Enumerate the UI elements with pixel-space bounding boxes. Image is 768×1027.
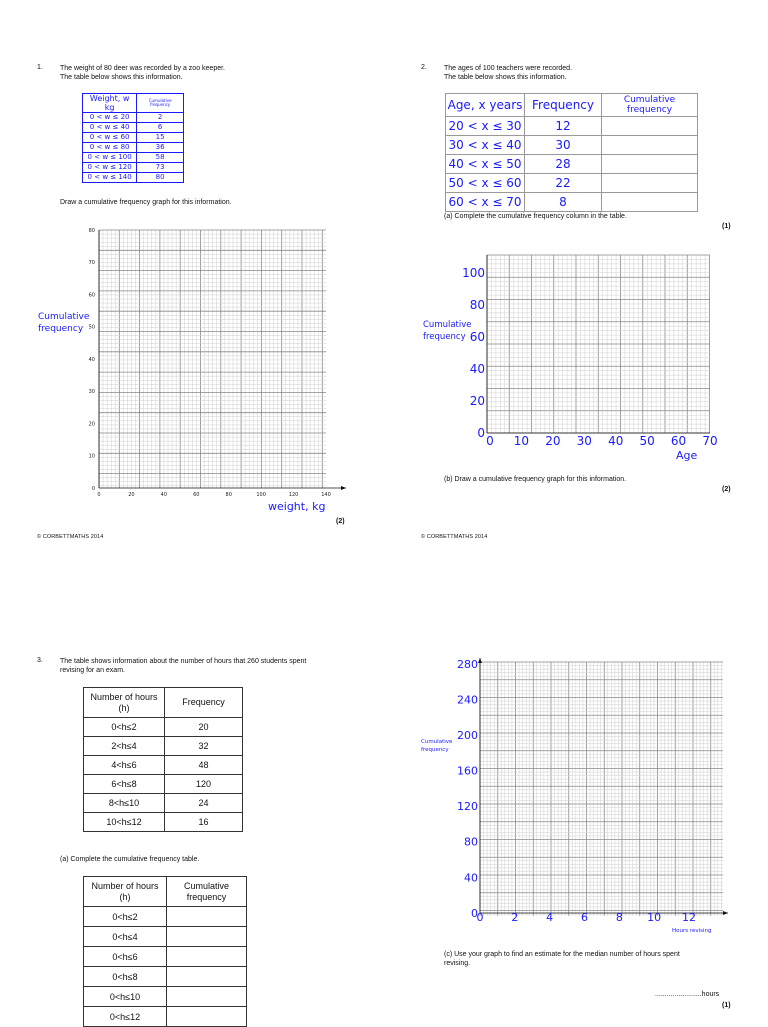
question-3-text-line2: revising for an exam. bbox=[60, 667, 125, 674]
q1-instruction: Draw a cumulative frequency graph for this information. bbox=[60, 199, 232, 206]
table-cell: 48 bbox=[165, 756, 243, 775]
x-tick-label: 12 bbox=[682, 911, 696, 924]
q3-frequency-table bbox=[83, 687, 243, 832]
question-2-number: 2. bbox=[421, 64, 427, 71]
table-cell: 22 bbox=[525, 174, 602, 193]
x-tick-label: 140 bbox=[321, 492, 331, 498]
x-tick-label: 0 bbox=[486, 434, 494, 448]
table-row bbox=[84, 987, 247, 1007]
table-cell: 36 bbox=[137, 143, 184, 153]
question-2-text-line1: The ages of 100 teachers were recorded. bbox=[444, 65, 573, 72]
q3-ylabel-line2: frequency bbox=[421, 747, 449, 753]
x-tick-label: 2 bbox=[511, 911, 519, 924]
cumfreq-input-cell[interactable] bbox=[602, 174, 698, 193]
table-row bbox=[83, 113, 184, 123]
table-cell: 0 < w ≤ 40 bbox=[83, 123, 137, 133]
q3-answer-line[interactable]: ........................hours bbox=[655, 991, 720, 998]
q1-table-header-cumfreq: Cumulative frequency bbox=[137, 94, 184, 113]
q1-x-arrow bbox=[341, 486, 346, 490]
question-1-text-line2: The table below shows this information. bbox=[60, 74, 183, 81]
table-cell: 16 bbox=[165, 813, 243, 832]
table-cell: 50 < x ≤ 60 bbox=[446, 174, 525, 193]
x-tick-label: 20 bbox=[545, 434, 561, 448]
table-row bbox=[446, 155, 698, 174]
table-cell: 20 bbox=[165, 718, 243, 737]
table-row bbox=[83, 143, 184, 153]
y-tick-label: 40 bbox=[88, 356, 95, 363]
y-tick-label: 0 bbox=[91, 485, 95, 492]
q3-part-c-line1: (c) Use your graph to find an estimate for the median number of hours spent bbox=[444, 951, 680, 958]
x-tick-label: 40 bbox=[608, 434, 624, 448]
cumfreq-input-cell[interactable] bbox=[167, 947, 247, 967]
question-1-text-line1: The weight of 80 deer was recorded by a zoo keeper. bbox=[60, 65, 225, 72]
table-row bbox=[83, 163, 184, 173]
table-row bbox=[84, 718, 243, 737]
cumfreq-input-cell[interactable] bbox=[602, 155, 698, 174]
table-cell: 40 < x ≤ 50 bbox=[446, 155, 525, 174]
q3-part-a: (a) Complete the cumulative frequency table. bbox=[60, 856, 200, 863]
x-tick-label: 0 bbox=[97, 492, 101, 498]
cumfreq-input-cell[interactable] bbox=[602, 136, 698, 155]
x-tick-label: 10 bbox=[647, 911, 662, 924]
cumfreq-input-cell[interactable] bbox=[602, 193, 698, 212]
q3-grid bbox=[457, 658, 728, 924]
q2-part-b: (b) Draw a cumulative frequency graph for this information. bbox=[444, 476, 627, 483]
table-cell: 12 bbox=[525, 117, 602, 136]
table-cell: 0 < w ≤ 100 bbox=[83, 153, 137, 163]
cumfreq-input-cell[interactable] bbox=[167, 927, 247, 947]
q3-graph[interactable] bbox=[384, 650, 768, 945]
table-cell: 0 < w ≤ 60 bbox=[83, 133, 137, 143]
q3-x-arrow bbox=[723, 911, 728, 915]
table-cell: 0 < w ≤ 80 bbox=[83, 143, 137, 153]
q3-part-c-marks: (1) bbox=[722, 1002, 731, 1009]
q1-marks: (2) bbox=[336, 518, 345, 525]
q3-part-c-line2: revising. bbox=[444, 960, 471, 967]
q2-table-header-age: Age, x years bbox=[446, 94, 525, 117]
q2-part-a-marks: (1) bbox=[722, 223, 731, 230]
q2-table-header-frequency: Frequency bbox=[525, 94, 602, 117]
table-cell: 8 bbox=[525, 193, 602, 212]
table-cell: 32 bbox=[165, 737, 243, 756]
table-row bbox=[84, 813, 243, 832]
q2-table bbox=[445, 93, 698, 212]
q3-y-arrow bbox=[478, 658, 482, 663]
q3-t1-header-frequency: Frequency bbox=[165, 688, 243, 718]
x-tick-label: 20 bbox=[128, 492, 135, 498]
q1-ylabel-line1: Cumulative bbox=[38, 312, 90, 322]
question-1-number: 1. bbox=[37, 64, 43, 71]
x-tick-label: 8 bbox=[615, 911, 623, 924]
question-3-text-line1: The table shows information about the number of hours that 260 students spent bbox=[60, 658, 307, 665]
y-tick-label: 0 bbox=[471, 906, 478, 920]
table-row bbox=[446, 193, 698, 212]
table-cell: 4<h≤6 bbox=[84, 756, 165, 775]
question-1-text bbox=[60, 64, 225, 82]
y-tick-label: 80 bbox=[88, 227, 95, 234]
q2-table-header-cumfreq: Cumulative frequency bbox=[602, 94, 698, 117]
y-tick-label: 60 bbox=[469, 330, 485, 345]
table-cell: 58 bbox=[137, 153, 184, 163]
table-cell: 0 < w ≤ 20 bbox=[83, 113, 137, 123]
table-cell: 0<h≤2 bbox=[84, 718, 165, 737]
y-tick-label: 20 bbox=[469, 394, 485, 409]
table-row bbox=[83, 133, 184, 143]
table-cell: 0 < w ≤ 120 bbox=[83, 163, 137, 173]
q2-copyright: © CORBETTMATHS 2014 bbox=[421, 534, 488, 540]
q1-table bbox=[82, 93, 184, 183]
table-row bbox=[83, 153, 184, 163]
table-row bbox=[84, 737, 243, 756]
q2-ylabel-line1: Cumulative bbox=[423, 320, 472, 330]
x-tick-label: 10 bbox=[513, 434, 530, 448]
q3-cumulative-table bbox=[83, 876, 247, 1027]
q2-graph[interactable] bbox=[384, 245, 768, 470]
y-tick-label: 120 bbox=[457, 800, 478, 814]
table-cell: 28 bbox=[525, 155, 602, 174]
cumfreq-input-cell[interactable] bbox=[602, 117, 698, 136]
x-tick-label: 0 bbox=[476, 911, 484, 924]
cumfreq-input-cell[interactable] bbox=[167, 907, 247, 927]
q3-ylabel-line1: Cumulative bbox=[421, 739, 453, 745]
table-row bbox=[84, 967, 247, 987]
q2-ylabel-line2: frequency bbox=[423, 332, 466, 342]
table-cell: 15 bbox=[137, 133, 184, 143]
table-cell: 30 < x ≤ 40 bbox=[446, 136, 525, 155]
q1-ylabel-line2: frequency bbox=[38, 324, 84, 334]
table-cell: 30 bbox=[525, 136, 602, 155]
x-tick-label: 100 bbox=[256, 492, 266, 498]
x-tick-label: 40 bbox=[160, 492, 168, 498]
table-cell: 0<h≤10 bbox=[84, 987, 167, 1007]
table-cell: 80 bbox=[137, 173, 184, 183]
x-tick-label: 50 bbox=[639, 434, 655, 448]
table-row bbox=[446, 174, 698, 193]
table-row bbox=[84, 927, 247, 947]
q2-part-b-marks: (2) bbox=[722, 486, 731, 493]
table-cell: 6<h≤8 bbox=[84, 775, 165, 794]
q3-t1-header-hours: Number of hours (h) bbox=[84, 688, 165, 718]
table-row bbox=[446, 136, 698, 155]
table-row bbox=[84, 947, 247, 967]
cumfreq-input-cell[interactable] bbox=[167, 967, 247, 987]
table-cell: 2 bbox=[137, 113, 184, 123]
question-2-text bbox=[444, 64, 572, 82]
table-cell: 6 bbox=[137, 123, 184, 133]
y-tick-label: 40 bbox=[464, 871, 478, 885]
y-tick-label: 200 bbox=[457, 728, 478, 742]
y-tick-label: 20 bbox=[88, 421, 95, 428]
table-cell: 73 bbox=[137, 163, 184, 173]
table-cell: 0<h≤12 bbox=[84, 1007, 167, 1027]
q1-xlabel: weight, kg bbox=[268, 500, 326, 513]
x-tick-label: 80 bbox=[225, 492, 232, 498]
x-tick-label: 6 bbox=[581, 911, 588, 924]
y-tick-label: 30 bbox=[88, 389, 95, 395]
y-tick-label: 80 bbox=[469, 298, 485, 313]
table-cell: 24 bbox=[165, 794, 243, 813]
table-row bbox=[83, 123, 184, 133]
y-tick-label: 60 bbox=[88, 292, 95, 299]
x-tick-label: 120 bbox=[288, 492, 299, 498]
table-cell: 0 < w ≤ 140 bbox=[83, 173, 137, 183]
table-cell: 8<h≤10 bbox=[84, 794, 165, 813]
question-2-text-line2: The table below shows this information. bbox=[444, 74, 567, 81]
x-tick-label: 70 bbox=[702, 434, 718, 448]
table-cell: 0<h≤6 bbox=[84, 947, 167, 967]
table-cell: 120 bbox=[165, 775, 243, 794]
table-row bbox=[84, 794, 243, 813]
q1-grid bbox=[89, 228, 346, 498]
q3-ylabel bbox=[421, 738, 452, 754]
q1-table-header-weight: Weight, w kg bbox=[83, 94, 137, 113]
x-tick-label: 30 bbox=[576, 434, 592, 448]
table-row bbox=[84, 775, 243, 794]
y-tick-label: 240 bbox=[457, 693, 478, 707]
table-row bbox=[84, 907, 247, 927]
table-row bbox=[84, 756, 243, 775]
table-cell: 60 < x ≤ 70 bbox=[446, 193, 525, 212]
q1-graph[interactable] bbox=[0, 218, 384, 528]
x-tick-label: 60 bbox=[670, 434, 687, 448]
q2-ylabel bbox=[423, 319, 472, 343]
table-cell: 10<h≤12 bbox=[84, 813, 165, 832]
table-cell: 0<h≤2 bbox=[84, 907, 167, 927]
y-tick-label: 0 bbox=[477, 426, 485, 441]
q3-t2-header-hours: Number of hours (h) bbox=[84, 877, 167, 907]
y-tick-label: 40 bbox=[469, 362, 485, 377]
table-cell: 20 < x ≤ 30 bbox=[446, 117, 525, 136]
table-row bbox=[446, 117, 698, 136]
q1-copyright: © CORBETTMATHS 2014 bbox=[37, 534, 104, 540]
q3-part-c bbox=[444, 950, 680, 968]
question-3-text bbox=[60, 657, 306, 675]
y-tick-label: 280 bbox=[457, 657, 478, 671]
q2-xlabel: Age bbox=[676, 449, 698, 462]
q2-grid bbox=[462, 255, 718, 448]
y-tick-label: 50 bbox=[88, 324, 95, 331]
y-tick-label: 160 bbox=[457, 764, 478, 778]
q2-part-a: (a) Complete the cumulative frequency column in the table. bbox=[444, 213, 627, 220]
q3-t2-header-cumfreq: Cumulative frequency bbox=[167, 877, 247, 907]
x-tick-label: 4 bbox=[546, 911, 554, 924]
q3-xlabel: Hours revising bbox=[672, 928, 712, 934]
table-cell: 0<h≤8 bbox=[84, 967, 167, 987]
table-cell: 2<h≤4 bbox=[84, 737, 165, 756]
table-row bbox=[83, 173, 184, 183]
y-tick-label: 10 bbox=[88, 453, 95, 460]
question-3-number: 3. bbox=[37, 657, 43, 664]
y-tick-label: 80 bbox=[464, 835, 478, 849]
y-tick-label: 70 bbox=[88, 260, 95, 266]
table-cell: 0<h≤4 bbox=[84, 927, 167, 947]
y-tick-label: 100 bbox=[462, 266, 485, 281]
q1-ylabel bbox=[38, 311, 89, 335]
cumfreq-input-cell[interactable] bbox=[167, 987, 247, 1007]
x-tick-label: 60 bbox=[193, 492, 200, 498]
